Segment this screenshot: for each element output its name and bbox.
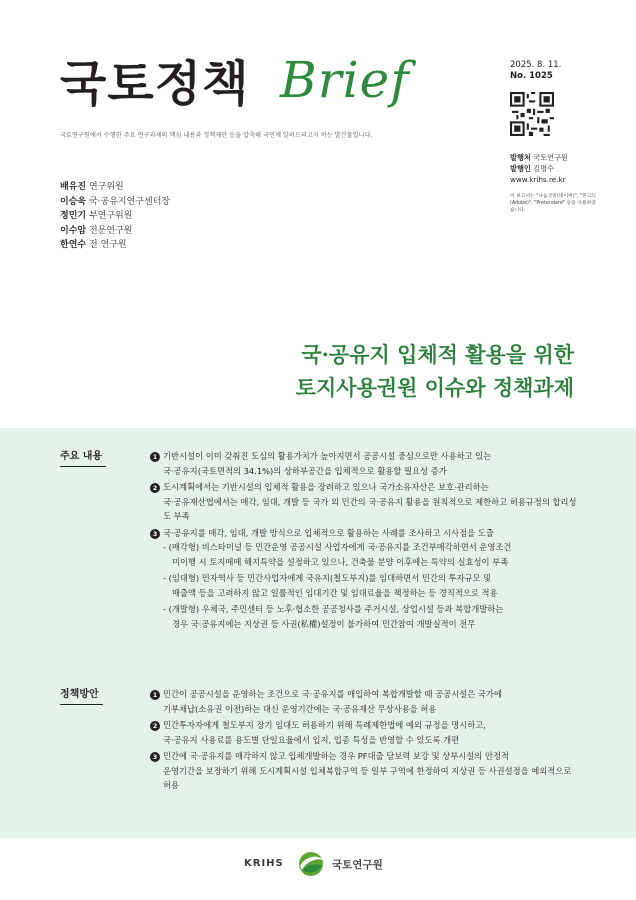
policy-items xyxy=(150,687,578,795)
footer xyxy=(0,850,636,880)
publisher-label: 발행처 xyxy=(510,153,531,162)
item-text-continued: 기부채납(소유권 이전)하는 대신 운영기간에는 국·공유재산 무상사용을 허용 xyxy=(163,703,437,714)
summary-item xyxy=(150,526,578,632)
author-item xyxy=(60,180,170,195)
item-text: 민간이 공공시설을 운영하는 조건으로 국·공유지를 매입하여 복합개발할 때 공공시설은 국가에 xyxy=(163,689,502,699)
policy-item xyxy=(150,718,578,747)
item-text-continued: 국·공유지(국토면적의 34.1%)의 상하부공간을 입체적으로 활용할 필요성 증가 xyxy=(163,465,447,476)
report-title xyxy=(296,338,574,404)
author-name: 이승욱 xyxy=(60,196,87,207)
issuer-line xyxy=(510,163,620,174)
summary-panel xyxy=(0,428,636,838)
author-role: 전문연구원 xyxy=(88,225,133,236)
author-role: 국·공유지연구센터장 xyxy=(88,196,171,207)
publisher-name: 국토연구원 xyxy=(533,153,568,162)
masthead xyxy=(60,50,410,120)
brand-title-korean: 국토정책 xyxy=(60,56,250,112)
item-text-continued: 국·공유재산법에서는 매각, 임대, 개발 등 국가 외 민간의 국·공유지 활용을 원칙적으로 제한하고 허용규정의 합리성도 부족 xyxy=(163,496,577,521)
report-title-line1: 국·공유지 입체적 활용을 위한 xyxy=(301,342,574,367)
item-text-continued: 국·공유지 사용료를 용도별 단일요율에서 입지, 업종 특성을 반영할 수 있도록 개편 xyxy=(163,734,460,745)
publisher-line xyxy=(510,152,620,163)
sub-item xyxy=(150,602,578,631)
krihs-logo-icon xyxy=(296,850,326,878)
report-title-line2: 토지사용권원 이슈와 정책과제 xyxy=(295,375,574,400)
author-role: 부연구위원 xyxy=(88,211,133,221)
item-number-icon: 3 xyxy=(150,752,160,762)
author-name: 정민기 xyxy=(60,211,87,221)
tagline: 국토연구원에서 수행한 주요 연구과제의 핵심 내용과 정책제안 등을 압축해 국민께 알려드리고자 하는 발간물입니다. xyxy=(60,132,373,139)
sub-item xyxy=(150,571,578,600)
item-number-icon: 3 xyxy=(150,529,160,539)
sub-item-text: - (매각형) 비스타미널 등 민간운영 공공시설 사업자에게 국·공유지를 조건부매각하면서 운영조건 xyxy=(163,542,512,552)
sub-item xyxy=(150,540,578,569)
sub-item-text-continued: 매출액 등을 고려하지 않고 일률적인 임대기간 및 임대료율을 책정하는 등 경직적으로 적용 xyxy=(172,587,498,598)
sub-item-text: - (임대형) 민자역사 등 민간사업자에게 국유지(철도부지)를 임대하면서 민간의 투자규모 및 xyxy=(163,573,492,583)
policy-item xyxy=(150,687,578,716)
krihs-english-name: KRIHS xyxy=(244,858,284,869)
author-item xyxy=(60,209,170,224)
item-number-icon: 1 xyxy=(150,690,160,700)
summary-items xyxy=(150,449,578,633)
item-number-icon: 1 xyxy=(150,452,160,462)
item-text: 도시계획에서는 기반시설의 입체적 활용을 장려하고 있으나 국가소유자산은 보호·관리하는 xyxy=(163,482,489,492)
qr-code-icon[interactable] xyxy=(510,92,554,136)
author-item xyxy=(60,195,170,210)
policy-item xyxy=(150,749,578,793)
author-name: 이수암 xyxy=(60,225,87,236)
website-link[interactable]: www.krihs.re.kr xyxy=(510,175,566,184)
item-text: 기반시설이 이미 갖춰진 도심의 활용가치가 높아지면서 공공시설 중심으로만 사용하고 있는 xyxy=(163,451,492,461)
summary-item xyxy=(150,480,578,524)
policy-label: 정책방안 xyxy=(60,689,99,700)
author-role: 연구위원 xyxy=(88,182,124,192)
font-note: 이 보고서는 "나눔글꼴(네이버)", "본고딕(Adobe)", "Pretendard" 등을 사용하였습니다. xyxy=(510,194,596,213)
publication-date: 2025. 8. 11. xyxy=(510,60,562,70)
sub-item-text-continued: 미이행 시 토지매매 해지특약을 설정하고 있으나, 건축물 분양 이후에는 특약의 실효성이 부족 xyxy=(172,556,509,567)
item-text: 민간에 국·공유지를 매각하지 않고 입체개발하는 경우 PF대출 담보력 보강 및 상부시설의 안정적 xyxy=(163,751,509,761)
item-number-icon: 2 xyxy=(150,483,160,493)
item-text: 민간투자자에게 철도부지 장기 임대도 허용하기 위해 특례제한법에 예외 규정을 명시하고, xyxy=(163,720,486,730)
sub-item-text: - (개발형) 우체국, 주민센터 등 노후·협소한 공공청사를 주거시설, 상업시설 등과 복합개발하는 xyxy=(163,604,504,614)
item-text: 국·공유지를 매각, 임대, 개발 방식으로 입체적으로 활용하는 사례를 조사하고 시사점을 도출 xyxy=(163,527,494,538)
krihs-korean-name: 국토연구원 xyxy=(332,859,383,871)
author-role: 전 연구원 xyxy=(88,240,127,250)
author-name: 배유진 xyxy=(60,182,87,192)
author-item xyxy=(60,224,170,239)
issuer-name: 김명수 xyxy=(533,164,554,173)
item-number-icon: 2 xyxy=(150,721,160,731)
publication-info xyxy=(510,60,620,214)
author-list xyxy=(60,180,170,253)
sub-item-text-continued: 경우 국·공유지에는 지상권 등 사권(私權)설정이 불가하여 민간참여 개발실적이 전무 xyxy=(172,618,476,629)
brand-title-english: Brief xyxy=(280,51,410,109)
item-text-continued: 운영기간을 보장하기 위해 도시계획시설 입체복합구역 등 일부 구역에 한정하여 지상권 등 사권설정을 예외적으로 허용 xyxy=(163,765,572,790)
summary-label: 주요 내용 xyxy=(60,451,103,462)
author-name: 한연수 xyxy=(60,240,87,250)
issuer-label: 발행인 xyxy=(510,164,531,173)
issue-number: No. 1025 xyxy=(510,71,553,81)
author-item xyxy=(60,238,170,253)
summary-item xyxy=(150,449,578,478)
